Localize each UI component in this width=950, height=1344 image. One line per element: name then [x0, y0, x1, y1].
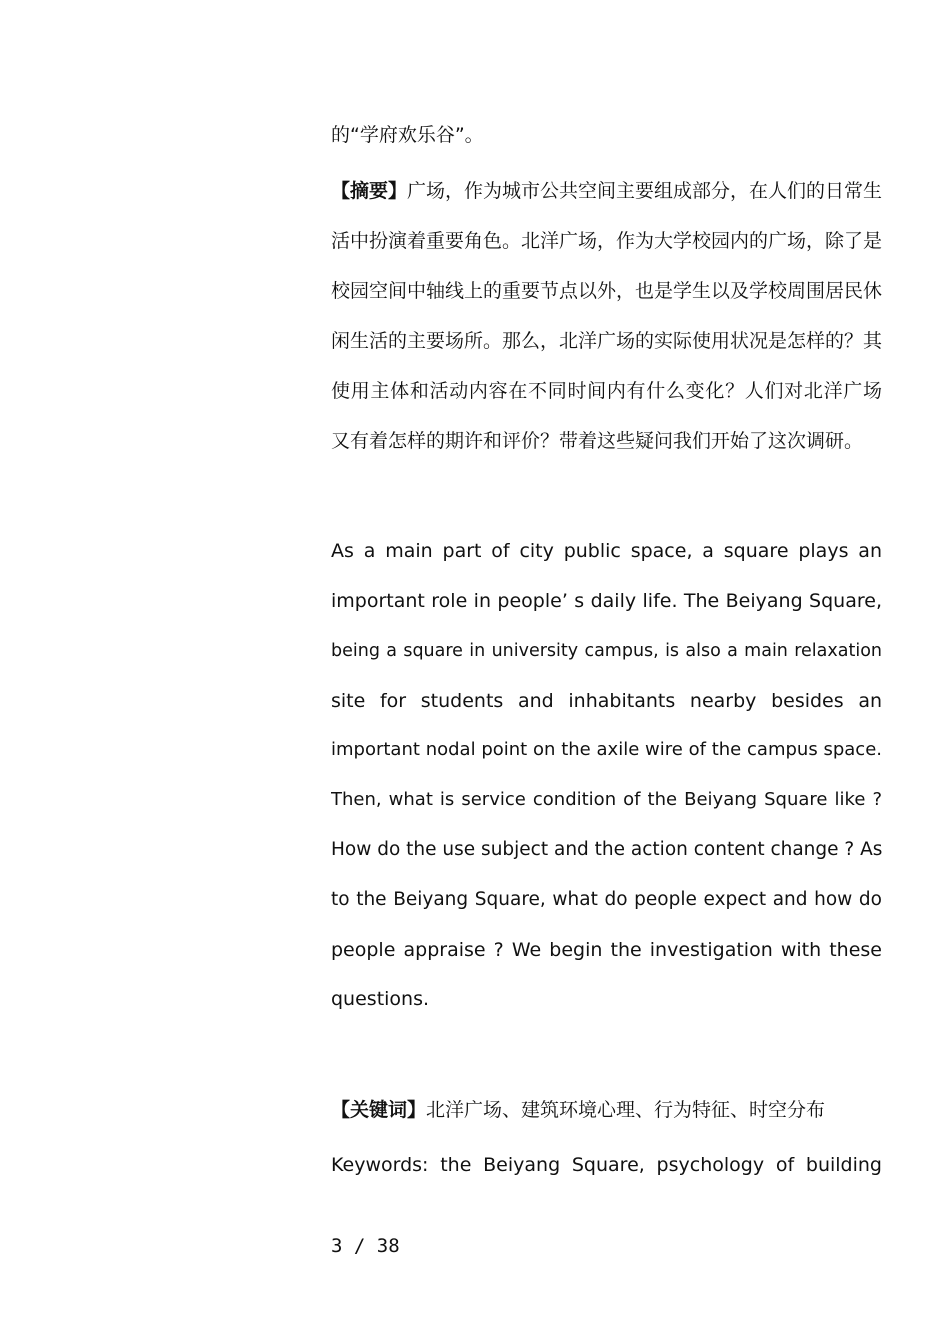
intro-tail-line: 的“学府欢乐谷”。 — [331, 124, 484, 146]
abstract-cn-line-4: 闲生活的主要场所。那么，北洋广场的实际使用状况是怎样的？其 — [331, 330, 882, 352]
abstract-en-line-9: people appraise ? We begin the investigation with these — [331, 939, 882, 961]
keywords-cn-text: 北洋广场、建筑环境心理、行为特征、时空分布 — [426, 1099, 826, 1121]
abstract-en-line-4: site for students and inhabitants nearby besides an — [331, 690, 882, 712]
keywords-cn-label: 【关键词】 — [331, 1099, 427, 1121]
abstract-cn-line-6: 又有着怎样的期许和评价？带着这些疑问我们开始了这次调研。 — [331, 430, 864, 452]
abstract-cn-text-1: 广场，作为城市公共空间主要组成部分，在人们的日常生 — [407, 180, 882, 202]
keywords-cn-line — [331, 1097, 882, 1123]
abstract-cn-label: 【摘要】 — [331, 180, 408, 202]
abstract-en-line-7: How do the use subject and the action content change ? As — [331, 839, 882, 860]
abstract-cn-line-5: 使用主体和活动内容在不同时间内有什么变化？人们对北洋广场 — [331, 380, 882, 402]
abstract-cn-line-3: 校园空间中轴线上的重要节点以外，也是学生以及学校周围居民休 — [331, 280, 882, 302]
abstract-en-line-2: important role in people’ s daily life. The Beiyang Square, — [331, 590, 882, 612]
abstract-en-line-3: being a square in university campus, is also a main relaxation — [331, 641, 882, 661]
abstract-cn-line-2: 活中扮演着重要角色。北洋广场，作为大学校园内的广场，除了是 — [331, 230, 882, 252]
page-number: 3 / 38 — [331, 1235, 400, 1257]
abstract-en-line-10: questions. — [331, 988, 430, 1010]
abstract-en-line-5: important nodal point on the axile wire of the campus space. — [331, 739, 882, 760]
abstract-en-line-6: Then, what is service condition of the Beiyang Square like ? — [331, 789, 882, 810]
abstract-en-line-1: As a main part of city public space, a square plays an — [331, 540, 882, 562]
abstract-en-line-8: to the Beiyang Square, what do people expect and how do — [331, 889, 882, 910]
abstract-cn-line-1 — [331, 178, 882, 204]
keywords-en-line: Keywords: the Beiyang Square, psychology of building — [331, 1154, 882, 1176]
